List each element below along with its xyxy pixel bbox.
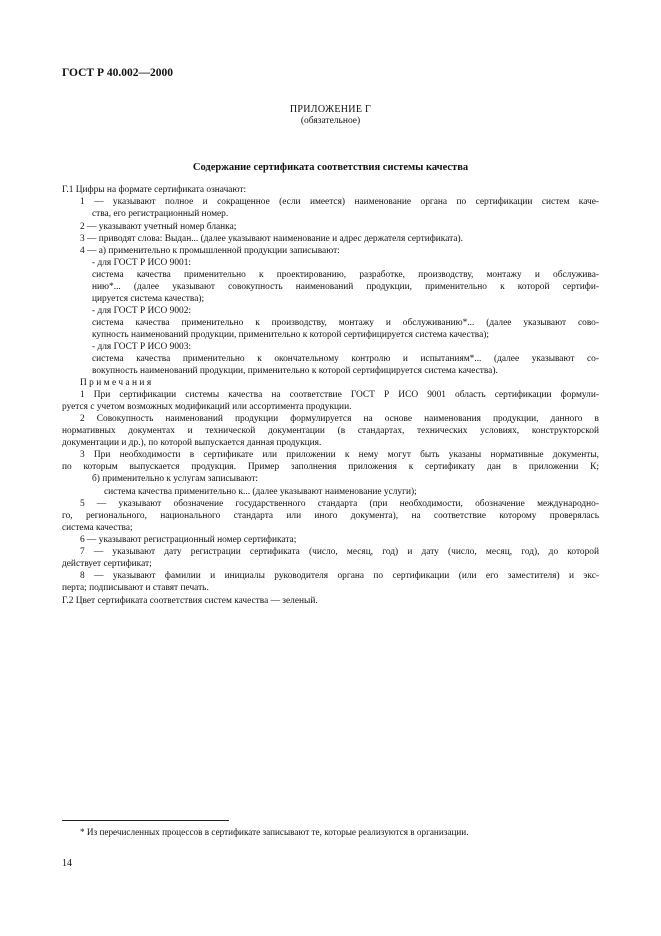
body-line: система качества применительно к... (далее указывают наименование услуги); [104, 487, 417, 497]
body-line: 3 — приводят слова: Выдан... (далее указывают наименование и адрес держателя сертификата). [80, 234, 463, 244]
body-line: 8 — указывают фамилии и инициалы руководителя органа по сертификации (или его заместителя) и экс- [80, 571, 599, 581]
body-line: 6 — указывают регистрационный номер сертификата; [80, 535, 297, 545]
body-line: система качества применительно к окончательному контролю и испытаниям*... (далее указывают со- [92, 354, 599, 364]
body-line: ства, его регистрационный номер. [92, 209, 229, 219]
body-line: нию*... (далее указывают совокупность наименований продукции, применительно к которой сертифи- [92, 282, 599, 292]
notes-heading: Примечания [80, 378, 154, 388]
body-line: Г.2 Цвет сертификата соответствия систем качества — зеленый. [62, 596, 318, 606]
body-line: б) применительно к услугам записывают: [92, 474, 259, 484]
body-line: 2 — указывают учетный номер бланка; [80, 222, 237, 232]
body-line: вокупность наименований продукции, применительно к которой сертифицируется система качества). [92, 366, 498, 376]
body-line: руется с учетом возможных модификаций или ассортимента продукции. [62, 402, 352, 412]
body-line: по которым выпускается продукция. Пример заполнения приложения к сертификату дан в приложении К; [62, 462, 599, 472]
page-number: 14 [62, 858, 72, 869]
footnote: * Из перечисленных процессов в сертификате записывают те, которые реализуются в организации. [80, 827, 469, 837]
body-line: система качества применительно к проектированию, разработке, производству, монтажу и обслужива- [92, 270, 599, 280]
body-line: 7 — указывают дату регистрации сертификата (число, месяц, год) и дату (число, месяц, год), до которой [80, 547, 599, 557]
footnote-divider [62, 820, 229, 821]
body-line: - для ГОСТ Р ИСО 9002: [92, 306, 192, 316]
section-title: Содержание сертификата соответствия системы качества [192, 162, 469, 173]
body-line: - для ГОСТ Р ИСО 9003: [92, 342, 192, 352]
body-line: Г.1 Цифры на формате сертификата означают: [62, 185, 247, 195]
body-line: документации и др.), по которой выпускается данная продукция. [62, 438, 322, 448]
body-line: перта; подписывают и ставят печать. [62, 583, 209, 593]
body-line: 1 При сертификации системы качества на соответствие ГОСТ Р ИСО 9001 область сертификации формули- [80, 390, 599, 400]
body-line: 4 — а) применительно к промышленной продукции записывают: [80, 246, 340, 256]
body-line: купность наименований продукции, применительно к которой сертифицируется система качества); [92, 330, 489, 340]
body-line: 3 При необходимости в сертификате или приложении к нему могут быть указаны нормативные документы, [80, 450, 599, 460]
body-line: система качества; [62, 523, 133, 533]
body-line: го, регионального, национального стандарта или иного документа), на соответствие которому проверялась [62, 511, 599, 521]
body-line: - для ГОСТ Р ИСО 9001: [92, 258, 192, 268]
document-code: ГОСТ Р 40.002—2000 [62, 67, 173, 79]
body-line: 1 — указывают полное и сокращенное (если имеется) наименование органа по сертификации систем каче- [80, 197, 599, 207]
body-line: действует сертификат; [62, 559, 152, 569]
appendix-subtitle: (обязательное) [300, 116, 361, 126]
body-line: цируется система качества); [92, 294, 205, 304]
appendix-title: ПРИЛОЖЕНИЕ Г [289, 104, 372, 115]
body-line: 2 Совокупность наименований продукции формулируется на основе наименования продукции, данного в [80, 414, 599, 424]
body-line: 5 — указывают обозначение государственного стандарта (при необходимости, обозначение международно- [80, 499, 599, 509]
body-line: нормативных документах и технической документации (в стандартах, технических условиях, конструкторской [62, 426, 599, 436]
body-line: система качества применительно к производству, монтажу и обслуживанию*... (далее указывают сово- [92, 318, 599, 328]
